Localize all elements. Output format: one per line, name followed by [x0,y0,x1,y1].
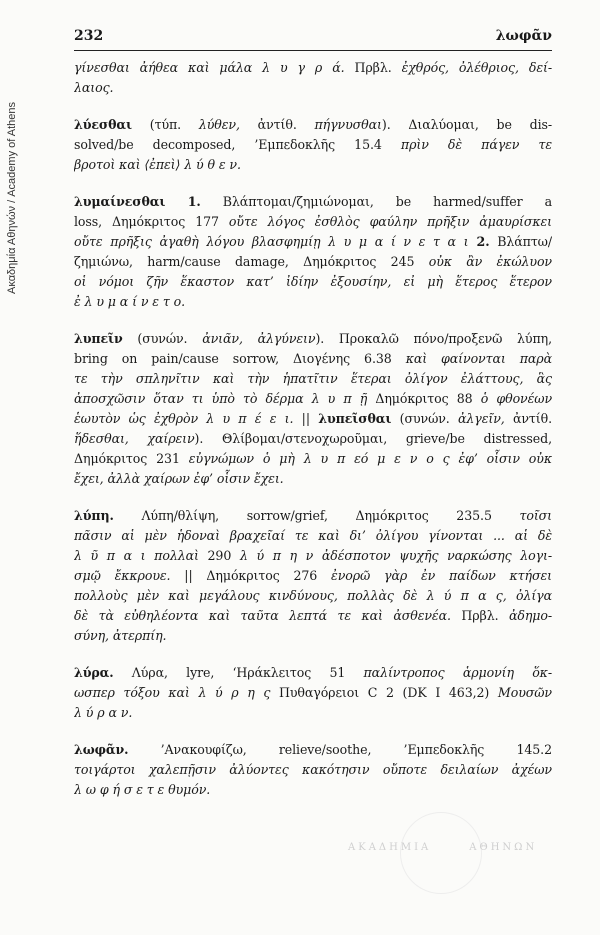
headword: λωφᾶν. [74,742,129,757]
greek-quotation: τοιγάρτοι χαλεπῇσιν ἀλύοντες κακότησιν οὔποτε δειλαίων ἀχέων [74,762,552,777]
greek-quotation: γίνεσθαι ἀήθεα καὶ μάλα λ υ γ ρ ά. [74,60,345,75]
entry-gap [74,646,552,663]
headword: λυπεῖν [74,331,123,346]
page-number: 232 [74,28,104,44]
greek-quotation: σύνη, ἀτερπίη. [74,628,167,643]
greek-quotation: λ ύ π η ν ἀδέσποτον ψυχῆς ναρκώσης λογι- [239,548,552,563]
greek-quotation: Μουσῶν [497,685,552,700]
greek-quotation: λαιος. [74,80,114,95]
entry-text: Δημόκριτος 231 [74,451,189,466]
entry-text: Πυθαγόρειοι C 2 (DK I 463,2) [270,685,498,700]
headword: λύεσθαι [74,117,132,132]
greek-quotation: παλίντροπος ἁρμονίη ὅκ- [363,665,552,680]
greek-quotation: πολλοὺς μὲν καὶ μεγάλους κινδύνους, πολλὰς δὲ λ ύ π α ς, ὀλίγα [74,588,552,603]
entry-line [74,586,552,606]
entry-line [74,449,552,469]
entry-line [74,292,552,312]
entry-gap [74,723,552,740]
entry-line [74,760,552,780]
entry-text: loss, Δημόκριτος 177 [74,214,229,229]
watermark-left: ΑΚΑΔΗΜΙΑ [348,842,432,853]
entry-text: ’Ανακουφίζω, relieve/soothe, ’Εμπεδοκλῆς 145.2 [128,742,552,757]
entry-line [74,506,552,526]
side-credit: Ακαδημία Αθηνών / Academy of Athens [6,101,18,294]
greek-quotation: ἥδεσθαι, χαίρειν [74,431,195,446]
entry-line [74,703,552,723]
entry-text: Βλάπτω/ [489,234,552,249]
headword: λύπη. [74,508,114,523]
greek-quotation: πήγνυσθαι [314,117,382,132]
entry-text: ). Θλίβομαι/στενοχωροῦμαι, grieve/be distressed, [194,431,552,446]
entry-text: Πρβλ. [450,608,509,623]
entry-line [74,429,552,449]
entry-gap [74,98,552,115]
greek-quotation: ἔχει, ἀλλὰ χαίρων ἐφ’ οἷσιν ἔχει. [74,471,284,486]
greek-quotation: καὶ φαίνονται παρὰ [405,351,552,366]
dictionary-entry [74,506,552,646]
greek-quotation: λ ῦ π α ι πολλαὶ [74,548,199,563]
entry-line [74,683,552,703]
greek-quotation: οὔτε λόγος ἐσθλὸς φαύλην πρῆξιν ἀμαυρίσκει [228,214,552,229]
entry-line [74,252,552,272]
entry-text: (συνών. [122,331,203,346]
entry-line [74,135,552,155]
watermark-right: ΑΘΗΝΩΝ [469,842,538,853]
greek-quotation: οἱ νόμοι ζῆν ἕκαστον κατ’ ἰδίην ἐξουσίην, εἰ μὴ ἕτερος ἕτερον [74,274,552,289]
greek-quotation: βροτοὶ καὶ ⟨ἐπεὶ⟩ λ ύ θ ε ν. [74,157,241,172]
entry-line [74,469,552,489]
greek-quotation: ἀδημο- [508,608,552,623]
greek-quotation: τοῖσι [519,508,552,523]
entry-line [74,78,552,98]
entry-line [74,626,552,646]
entry-text: Λύρα, lyre, ‘Ηράκλειτος 51 [113,665,364,680]
entry-line [74,780,552,800]
headword: λύρα. [74,665,114,680]
greek-quotation: ἐχθρός, ὀλέθριος, δεί- [401,60,552,75]
entry-line [74,155,552,175]
greek-quotation: δὲ τὰ εὐθηλέοντα καὶ ταῦτα λεπτά τε καὶ ἀσθενέα. [74,608,451,623]
greek-quotation: λ ύ ρ α ν. [74,705,133,720]
entry-text: (συνών. [391,411,458,426]
greek-quotation: οὐκ ἂν ἐκώλυον [428,254,552,269]
entry-line [74,58,552,78]
entry-text: Πρβλ. [344,60,402,75]
entry-line [74,329,552,349]
dictionary-page-body [74,58,552,800]
dictionary-entry [74,740,552,800]
entry-gap [74,312,552,329]
entry-text: ). Προκαλῶ πόνο/προξενῶ λύπη, [315,331,552,346]
running-head: λωφᾶν [495,28,552,44]
entry-text: || [293,411,319,426]
entry-text: ἀντίθ. [504,411,552,426]
entry-text: 290 [198,548,240,563]
dictionary-entry [74,329,552,489]
greek-quotation: οὔτε πρῆξις ἀγαθὴ λόγου βλασφημίῃ λ υ μ α ί ν ε τ α ι [74,234,469,249]
greek-quotation: ἀποσχῶσιν ὅταν τι ὑπὸ τὸ δέρμα λ υ π ῇ [74,391,368,406]
entry-line [74,192,552,212]
headword: 2. [468,234,490,249]
greek-quotation: πᾶσιν αἱ μὲν ἡδοναὶ βραχεῖαί τε καὶ δι’ ὀλίγου γίνονται ... αἱ δὲ [74,528,552,543]
greek-quotation: ἐνορῶ γὰρ ἐν παίδων κτήσει [331,568,552,583]
entry-text: ἀντίθ. [239,117,315,132]
entry-line [74,389,552,409]
entry-line [74,409,552,429]
dictionary-entry [74,663,552,723]
entry-line [74,546,552,566]
greek-quotation: ἀλγεῖν, [457,411,505,426]
entry-text: Δημόκριτος 88 [367,391,481,406]
dictionary-entry [74,115,552,175]
entry-text: (τύπ. [132,117,199,132]
entry-text: ). Διαλύομαι, be dis- [381,117,552,132]
greek-quotation: ἀνιᾶν, ἀλγύνειν [202,331,316,346]
headword: λυπεῖσθαι [318,411,392,426]
entry-text: solved/be decomposed, ’Εμπεδοκλῆς 15.4 [74,137,401,152]
entry-text: || Δημόκριτος 276 [170,568,332,583]
greek-quotation: τε τὴν σπληνῖτιν καὶ τὴν ἡπατῖτιν ἕτεραι ὀλίγον ἐλάττους, ἃς [74,371,552,386]
greek-quotation: σμῷ ἔκκρουε. [74,568,171,583]
entry-line [74,526,552,546]
academy-seal-watermark [400,812,482,894]
entry-text: ζημιώνω, harm/cause damage, Δημόκριτος 245 [74,254,429,269]
entry-gap [74,489,552,506]
greek-quotation: λ ω φ ή σ ε τ ε θυμόν. [74,782,211,797]
entry-line [74,566,552,586]
entry-line [74,663,552,683]
entry-line [74,272,552,292]
academy-watermark [348,842,537,853]
greek-quotation: λύθεν, [198,117,240,132]
entry-line [74,606,552,626]
headword: λυμαίνεσθαι 1. [74,194,201,209]
entry-line [74,115,552,135]
entry-text: bring on pain/cause sorrow, Διογένης 6.38 [74,351,406,366]
greek-quotation: εὐγνώμων ὁ μὴ λ υ π εό μ ε ν ο ς ἐφ’ οἷσιν οὐκ [188,451,552,466]
entry-line [74,232,552,252]
greek-quotation: ωσπερ τόξου καὶ λ ύ ρ η ς [74,685,271,700]
dictionary-entry [74,58,552,98]
greek-quotation: ὁ φθονέων [480,391,552,406]
entry-text: Βλάπτομαι/ζημιώνομαι, be harmed/suffer a [200,194,552,209]
entry-line [74,740,552,760]
header-rule [74,50,552,51]
page-header [74,28,552,48]
entry-text: Λύπη/θλίψη, sorrow/grief, Δημόκριτος 235.5 [113,508,520,523]
entry-line [74,349,552,369]
greek-quotation: ἐ λ υ μ α ί ν ε τ ο. [74,294,186,309]
entry-line [74,212,552,232]
entry-line [74,369,552,389]
greek-quotation: ἑωυτὸν ὡς ἐχθρὸν λ υ π έ ε ι. [74,411,294,426]
entry-gap [74,175,552,192]
greek-quotation: πρὶν δὲ πάγεν τε [400,137,552,152]
dictionary-entry [74,192,552,312]
